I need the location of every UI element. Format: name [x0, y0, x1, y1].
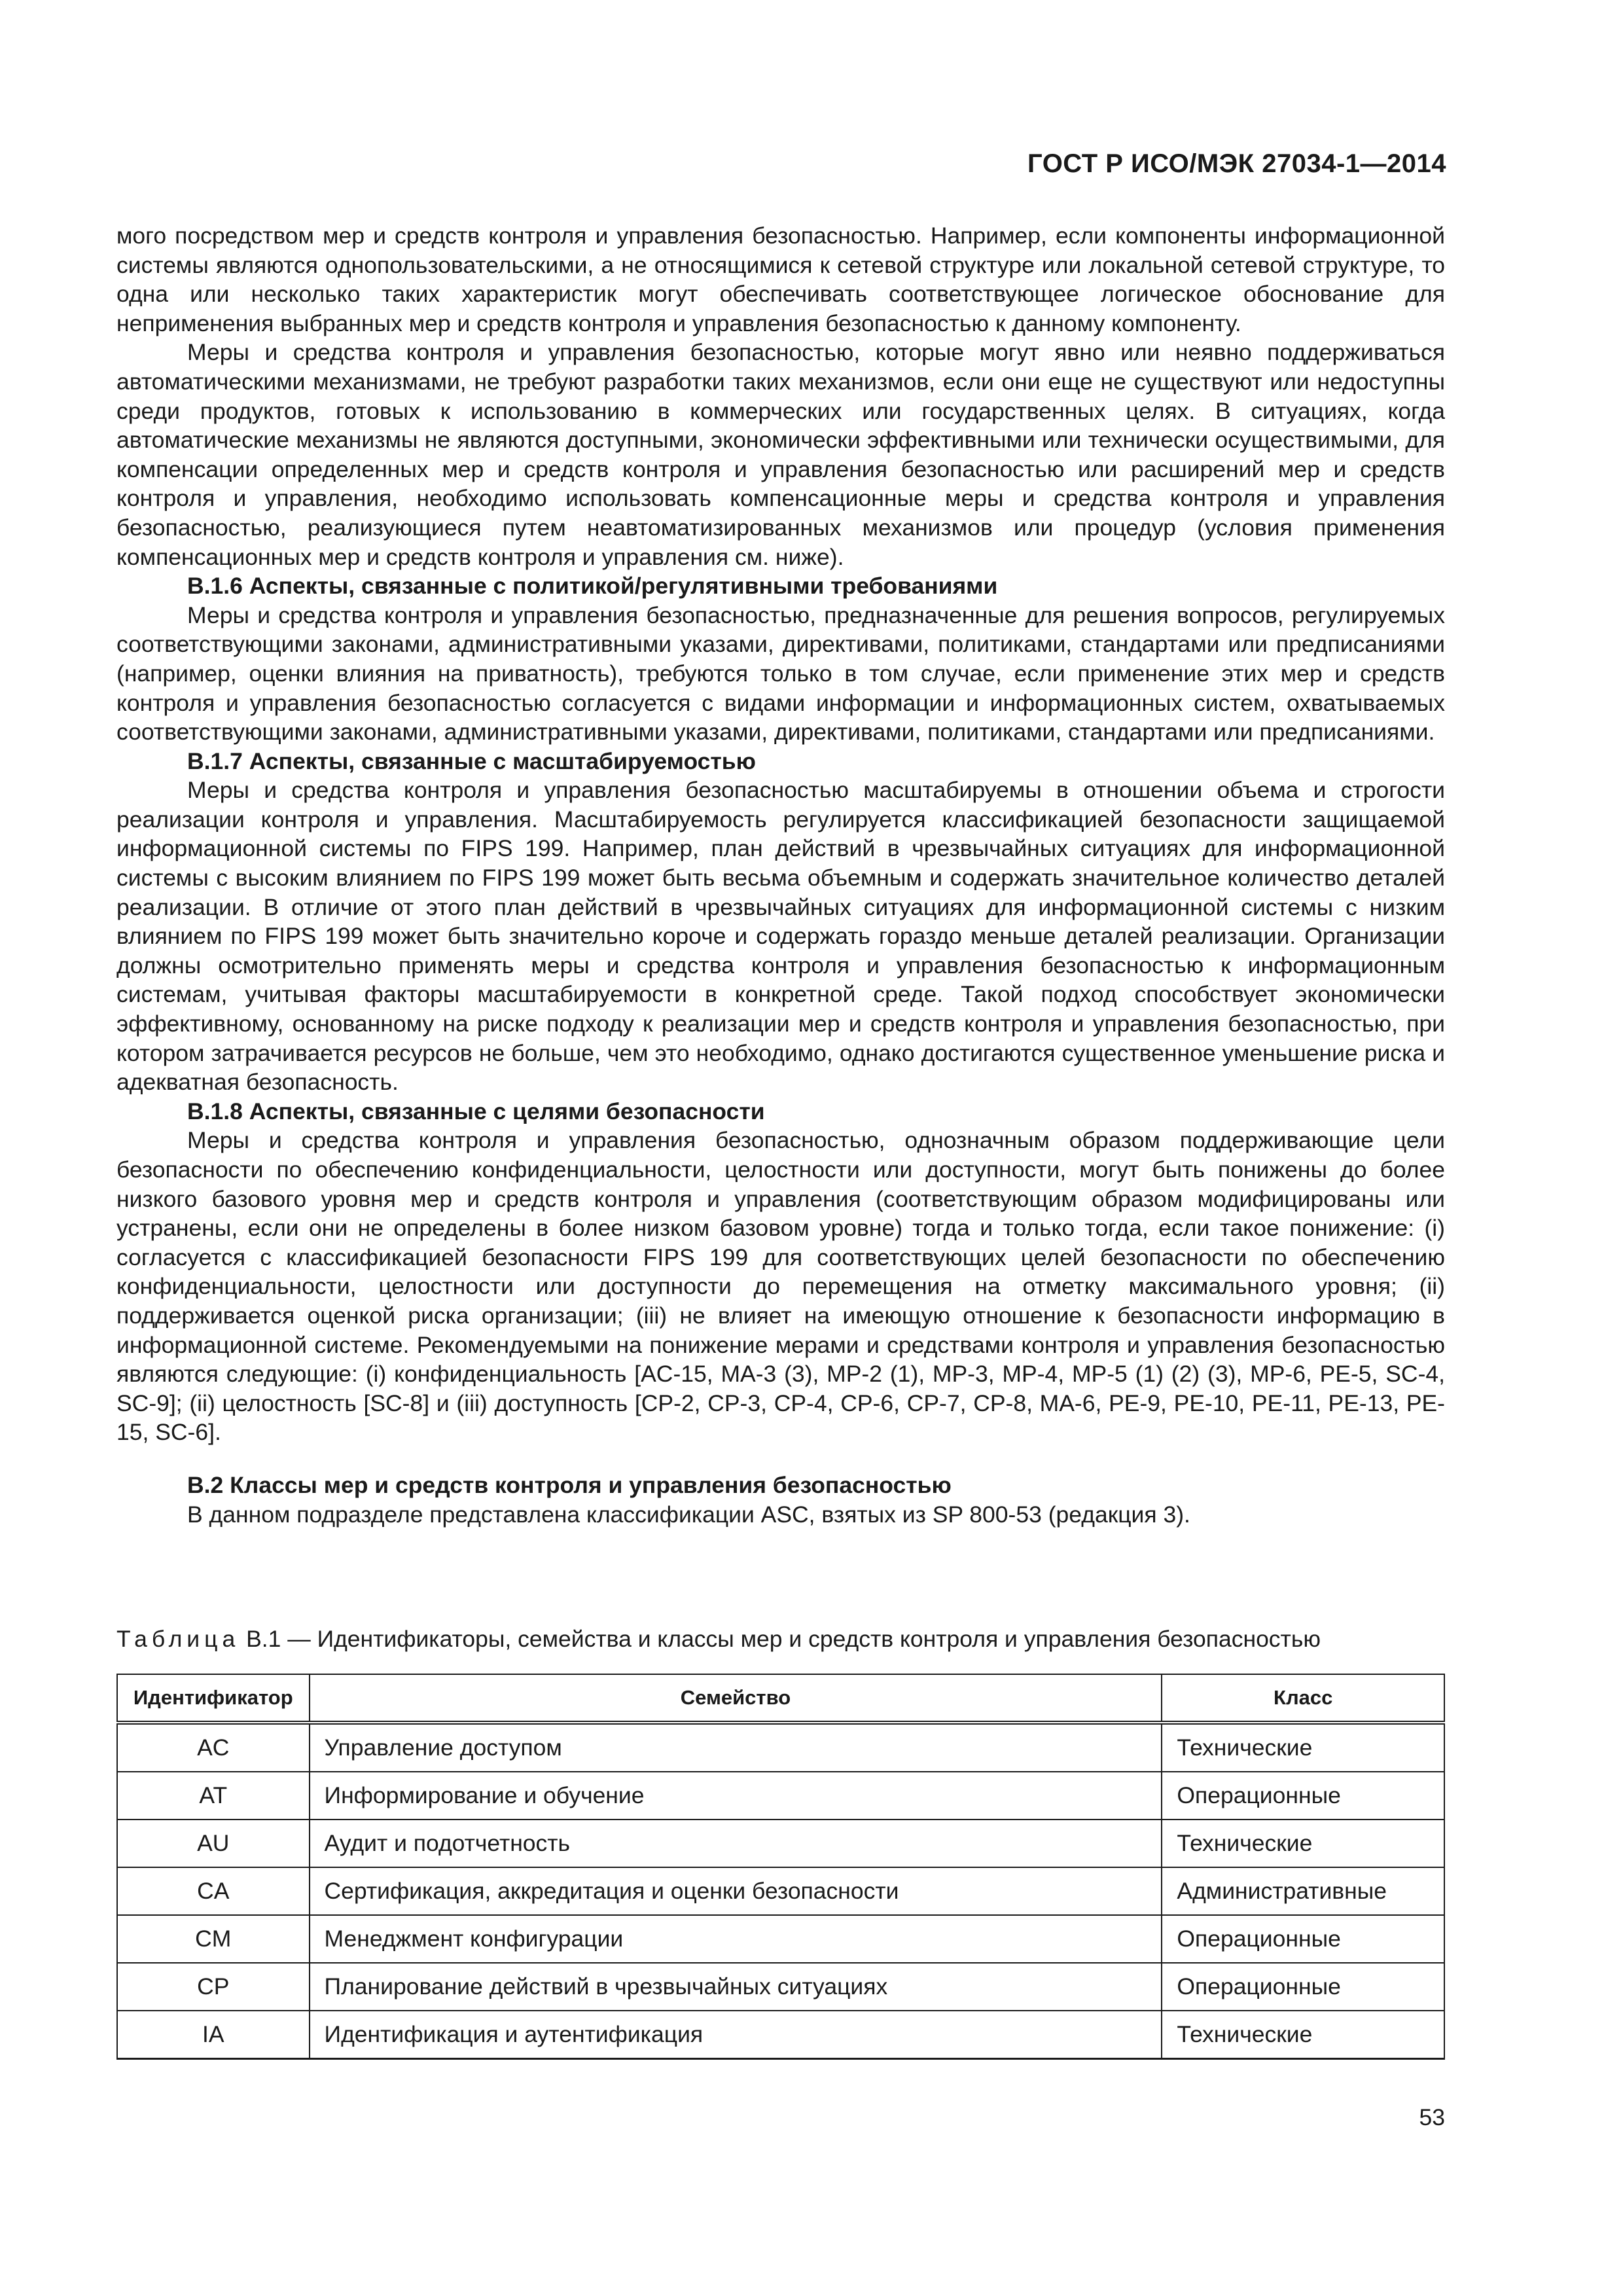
- cell-class: Операционные: [1162, 1915, 1444, 1963]
- cell-class: Технические: [1162, 1723, 1444, 1772]
- body-text: [116, 221, 1445, 1529]
- table-header-row: [117, 1674, 1444, 1723]
- cell-class: Операционные: [1162, 1772, 1444, 1820]
- page-number: 53: [1419, 2104, 1445, 2130]
- cell-family: Менеджмент конфигурации: [310, 1915, 1162, 1963]
- table-row: [117, 2011, 1444, 2059]
- cell-identifier: CP: [117, 1963, 310, 2011]
- heading-b16: B.1.6 Аспекты, связанные с политикой/регулятивными требованиями: [187, 573, 998, 600]
- cell-class: Административные: [1162, 1867, 1444, 1915]
- cell-class: Технические: [1162, 1820, 1444, 1867]
- cell-family: Управление доступом: [310, 1723, 1162, 1772]
- paragraph-scalability: Меры и средства контроля и управления безопасностью масштабируемы в отношении объема и строгости реализации контроля и управления. Масштабируемость регулируется классификацией безопасности защищаемой информационной системы по FIPS 199. Например, план действий в чрезвычайных ситуациях для информационной системы с высоким влиянием по FIPS 199 может быть весьма объемным и содержать значительное количество деталей реализации. В отличие от этого план действий в чрезвычайных ситуациях для информационной системы с низким влиянием по FIPS 199 может быть значительно короче и содержать гораздо меньше деталей реализации. Организации должны осмотрительно применять меры и средства контроля и управления безопасностью к информационным системам, учитывая факторы масштабируемости в конкретной среде. Такой подход способствует экономически эффективному, основанному на риске подходу к реализации мер и средств контроля и управления безопасностью, при котором затрачивается ресурсов не больше, чем это необходимо, однако достигаются существенное уменьшение риска и адекватная безопасность.: [116, 777, 1445, 1096]
- table-row: [117, 1723, 1444, 1772]
- paragraph-asc-classification: В данном подразделе представлена классификации ASC, взятых из SP 800-53 (редакция 3).: [187, 1501, 1190, 1528]
- table-caption-prefix: Таблица: [116, 1626, 240, 1652]
- table-row: [117, 1772, 1444, 1820]
- table-row: [117, 1867, 1444, 1915]
- table-row: [117, 1915, 1444, 1963]
- table-caption: [116, 1624, 1445, 1653]
- standard-designation: ГОСТ Р ИСО/МЭК 27034-1—2014: [1027, 149, 1446, 178]
- table-row: [117, 1963, 1444, 2011]
- cell-class: Операционные: [1162, 1963, 1444, 2011]
- cell-identifier: IA: [117, 2011, 310, 2059]
- header-identifier: Идентификатор: [117, 1674, 310, 1723]
- paragraph-security-objectives: Меры и средства контроля и управления безопасностью, однозначным образом поддерживающие цели безопасности по обеспечению конфиденциальности, целостности или доступности, могут быть понижены до более низкого базового уровня мер и средств контроля и управления (соответствующим образом модифицированы или устранены, если они не определены в более низком базовом уровне) тогда и только тогда, если такое понижение: (i) согласуется с классификацией безопасности FIPS 199 для соответствующих целей безопасности по обеспечению конфиденциальности, целостности или доступности до перемещения на отметку максимального уровня; (ii) поддерживается оценкой риска организации; (iii) не влияет на имеющую отношение к безопасности информацию в информационной системе. Рекомендуемыми на понижение мерами и средствами контроля и управления безопасностью являются следующие: (i) конфиденциальность [AC-15, MA-3 (3), MP-2 (1), MP-3, MP-4, MP-5 (1) (2) (3), MP-6, PE-5, SC-4, SC-9]; (ii) целостность [SC-8] и (iii) доступность [CP-2, CP-3, CP-4, CP-6, CP-7, CP-8, MA-6, PE-9, PE-10, PE-11, PE-13, PE-15, SC-6].: [116, 1127, 1445, 1446]
- header-class: Класс: [1162, 1674, 1444, 1723]
- cell-identifier: AU: [117, 1820, 310, 1867]
- paragraph-automatic-mechanisms: Меры и средства контроля и управления безопасностью, которые могут явно или неявно поддерживаться автоматическими механизмами, не требуют разработки таких механизмов, если они еще не существуют или недоступны среди продуктов, готовых к использованию в коммерческих или государственных целях. В ситуациях, когда автоматические механизмы не являются доступными, экономически эффективными или технически осуществимыми, для компенсации определенных мер и средств контроля и управления безопасностью или расширений мер и средств контроля и управления, необходимо использовать компенсационные меры и средства контроля и управления безопасностью, реализующиеся путем неавтоматизированных механизмов или процедур (условия применения компенсационных мер и средств контроля и управления см. ниже).: [116, 339, 1445, 570]
- paragraph-policy: Меры и средства контроля и управления безопасностью, предназначенные для решения вопросов, регулируемых соответствующими законами, административными указами, директивами, политиками, стандартами или предписаниями (например, оценки влияния на приватность), требуются только в том случае, если применение этих мер и средств контроля и управления безопасностью согласуется с видами информации и информационных систем, охватываемых соответствующими законами, административными указами, директивами, политиками, стандартами или предписаниями.: [116, 601, 1445, 745]
- cell-class: Технические: [1162, 2011, 1444, 2059]
- heading-b18: B.1.8 Аспекты, связанные с целями безопасности: [187, 1098, 765, 1124]
- controls-table: [116, 1674, 1445, 2060]
- cell-family: Аудит и подотчетность: [310, 1820, 1162, 1867]
- cell-family: Идентификация и аутентификация: [310, 2011, 1162, 2059]
- paragraph-continuation: мого посредством мер и средств контроля и управления безопасностью. Например, если компоненты информационной системы являются однопользовательскими, а не относящимися к сетевой структуре или локальной сетевой структуре, то одна или несколько таких характеристик могут обеспечивать соответствующее логическое обоснование для неприменения выбранных мер и средств контроля и управления безопасностью к данному компоненту.: [116, 223, 1445, 336]
- cell-family: Планирование действий в чрезвычайных ситуациях: [310, 1963, 1162, 2011]
- cell-identifier: CA: [117, 1867, 310, 1915]
- cell-identifier: AC: [117, 1723, 310, 1772]
- table-caption-text: B.1 — Идентификаторы, семейства и классы мер и средств контроля и управления безопасностью: [240, 1626, 1321, 1652]
- cell-identifier: CM: [117, 1915, 310, 1963]
- table-row: [117, 1820, 1444, 1867]
- heading-b2: B.2 Классы мер и средств контроля и управления безопасностью: [187, 1471, 952, 1498]
- heading-b17: B.1.7 Аспекты, связанные с масштабируемостью: [187, 747, 756, 774]
- cell-identifier: AT: [117, 1772, 310, 1820]
- cell-family: Информирование и обучение: [310, 1772, 1162, 1820]
- header-family: Семейство: [310, 1674, 1162, 1723]
- cell-family: Сертификация, аккредитация и оценки безопасности: [310, 1867, 1162, 1915]
